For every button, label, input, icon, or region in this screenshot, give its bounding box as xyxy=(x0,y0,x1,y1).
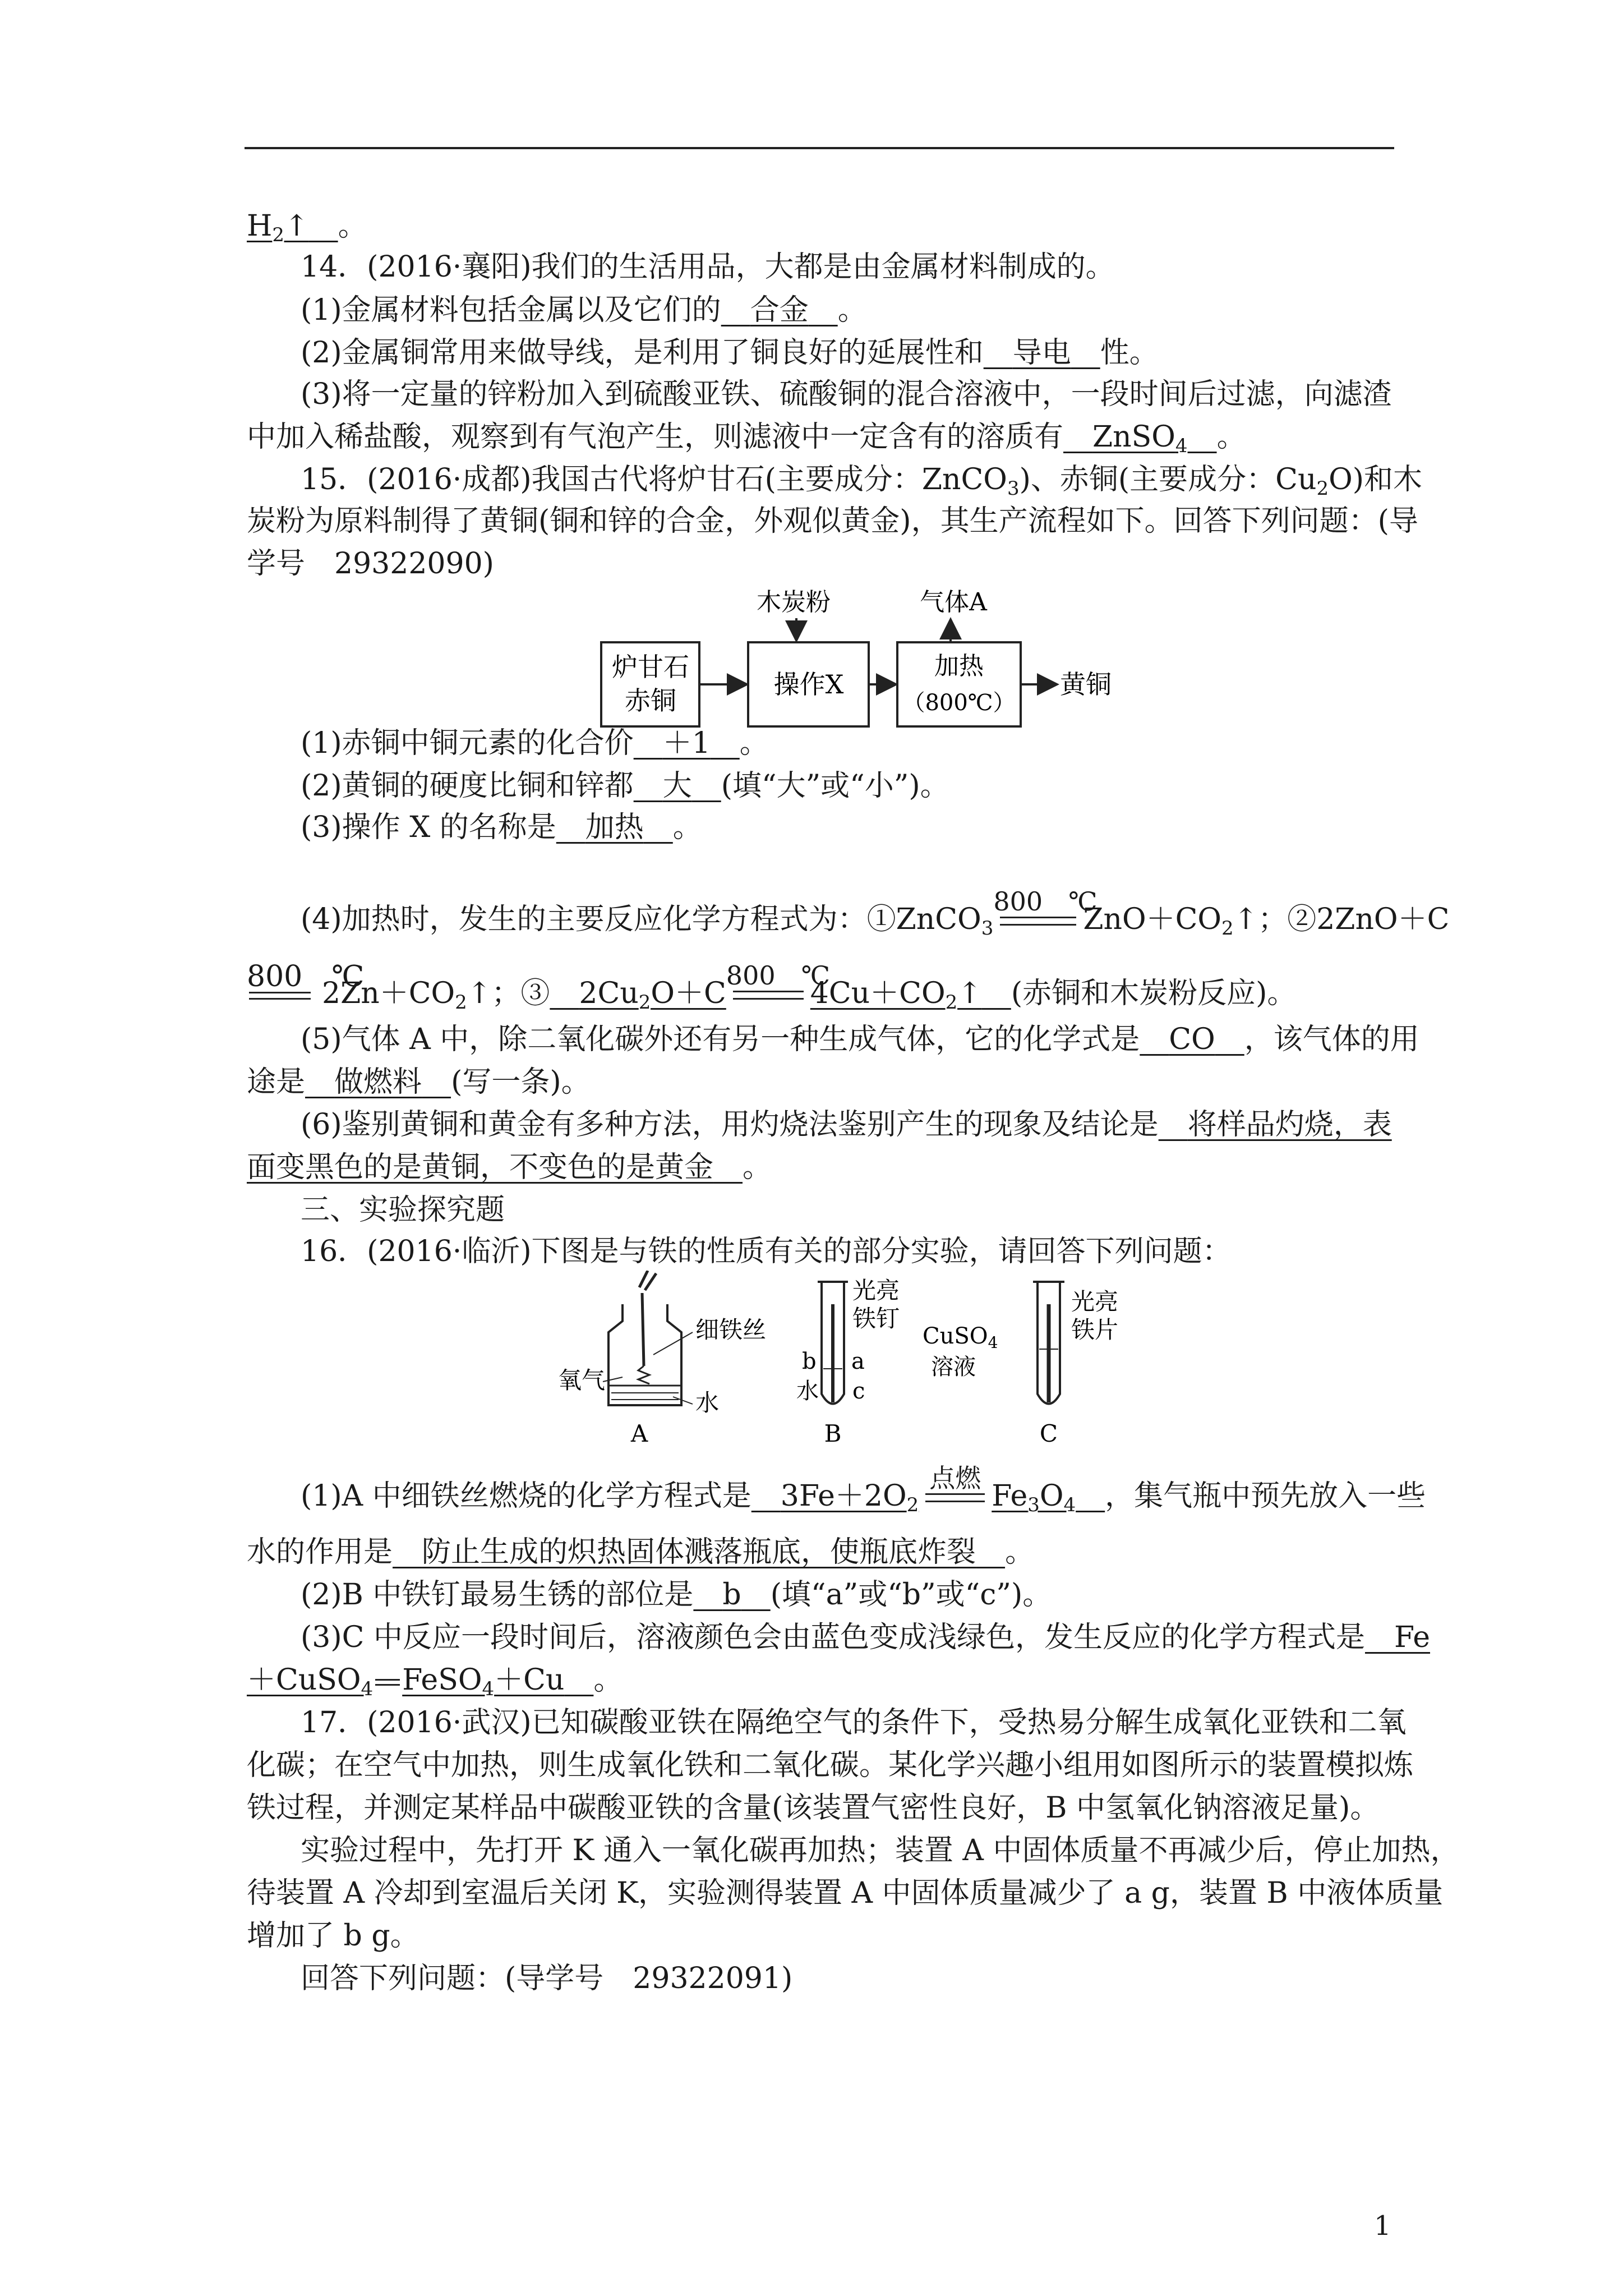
q14-part3-line1: (3)将一定量的锌粉加入到硫酸亚铁、硫酸铜的混合溶液中，一段时间后过滤，向滤渣 xyxy=(301,378,1392,411)
q14-part2: (2)金属铜常用来做导线，是利用了铜良好的延展性和 导电 性。 xyxy=(301,336,1159,370)
q15-part4-line2: $2Zn+CO_2↑$；③ $2Cu_2O+C$ 800 ℃ $4Cu+CO_2↑$ (赤铜和木炭粉反应)。 xyxy=(247,974,1296,1013)
q15-part6-line1: (6)鉴别黄铜和黄金有多种方法，用灼烧法鉴别产生的现象及结论是 将样品灼烧，表 xyxy=(301,1108,1392,1142)
flow-input-label: 木炭粉 xyxy=(757,588,831,616)
reaction-condition-3: 800 ℃ xyxy=(726,991,810,1013)
flow-box-heating-l1: 加热 xyxy=(934,652,984,680)
apparatus-b-label-a: a xyxy=(851,1349,865,1374)
q15-line2: 炭粉为原料制得了黄铜(铜和锌的合金，外观似黄金)，其生产流程如下。回答下列问题：(导 xyxy=(247,504,1418,538)
apparatus-c-reagent-label: CuSO$_4$ xyxy=(923,1323,998,1352)
apparatus-a-water-label: 水 xyxy=(695,1389,720,1416)
q14-part1: (1)金属材料包括金属以及它们的 合金 。 xyxy=(301,293,867,327)
q17-line3: 铁过程，并测定某样品中碳酸亚铁的含量(该装置气密性良好，B 中氢氧化钠溶液足量)。 xyxy=(247,1791,1380,1825)
q17-line5: 待装置 A 冷却到室温后关闭 K，实验测得装置 A 中固体质量减少了 a g，装置 B 中液体质量 xyxy=(247,1876,1444,1910)
q15-part6-line2: 面变黑色的是黄铜，不变色的是黄金 。 xyxy=(247,1151,772,1184)
line-h2-answer: $H_2↑$ 。 xyxy=(247,209,367,246)
q15-line1: 15．(2016·成都)我国古代将炉甘石(主要成分：ZnCO$_3$)、赤铜(主要成分：$Cu_2O$)和木 xyxy=(301,463,1422,500)
flow-product: 黄铜 xyxy=(1060,669,1112,700)
apparatus-a-caption: A xyxy=(630,1420,648,1447)
header-rule xyxy=(245,147,1394,149)
flow-box-raw-l1: 炉甘石 xyxy=(612,652,689,682)
q16-title: 16．(2016·临沂)下图是与铁的性质有关的部分实验，请回答下列问题： xyxy=(301,1235,1232,1268)
q16-part1-line1: (1)A 中细铁丝燃烧的化学方程式是 $3Fe+2O_2$ 点燃 $Fe_3O_4$ ，集气瓶中预先放入一些 xyxy=(301,1463,1426,1516)
apparatus-a-oxygen-label: 氧气 xyxy=(558,1366,606,1394)
flow-output-gas: 气体A xyxy=(920,588,987,616)
q15-part3: (3)操作 X 的名称是 加热 。 xyxy=(301,811,702,844)
apparatus-diagram xyxy=(555,1271,1161,1456)
apparatus-c-label-top1: 光亮 xyxy=(1071,1288,1119,1315)
reaction-condition-1: 800 ℃ xyxy=(993,917,1083,939)
apparatus-b-label-c: c xyxy=(852,1378,865,1404)
apparatus-a xyxy=(558,1271,766,1447)
apparatus-b xyxy=(796,1277,900,1447)
q17-line7: 回答下列问题：(导学号 29322091) xyxy=(301,1962,793,1995)
flow-box-operation-label: 操作X xyxy=(773,669,844,700)
q17-line4: 实验过程中，先打开 K 通入一氧化碳再加热；装置 A 中固体质量不再减少后，停止加热， xyxy=(301,1834,1460,1867)
apparatus-b-label-b: b xyxy=(802,1349,817,1374)
apparatus-a-wire-label: 细铁丝 xyxy=(695,1316,767,1343)
q15-part5-line1: (5)气体 A 中，除二氧化碳外还有另一种生成气体，它的化学式是 CO ，该气体的用 xyxy=(301,1023,1419,1056)
q14-title: 14．(2016·襄阳)我们的生活用品，大都是由金属材料制成的。 xyxy=(301,250,1115,284)
q15-part4-cond2: 800 ℃ xyxy=(247,960,365,993)
q16-part3-line2: ＋CuSO$_4$ FeSO$_4$＋Cu 。 xyxy=(247,1663,623,1700)
q16-part1-line2: 水的作用是 防止生成的炽热固体溅落瓶底，使瓶底炸裂 。 xyxy=(247,1535,1035,1569)
apparatus-c-solution-label: 溶液 xyxy=(931,1354,976,1380)
q15-part1: (1)赤铜中铜元素的化合价 ＋1 。 xyxy=(301,726,769,760)
apparatus-b-caption: B xyxy=(824,1420,842,1447)
apparatus-b-label-top1: 光亮 xyxy=(852,1277,900,1304)
q15-part2: (2)黄铜的硬度比铜和锌都 大 (填“大”或“小”)。 xyxy=(301,769,949,803)
apparatus-b-label-top2: 铁钉 xyxy=(852,1305,900,1332)
apparatus-c-label-top2: 铁片 xyxy=(1071,1316,1119,1343)
q17-line1: 17．(2016·武汉)已知碳酸亚铁在隔绝空气的条件下，受热易分解生成氧化亚铁和二氧 xyxy=(301,1706,1407,1740)
q16-part2: (2)B 中铁钉最易生锈的部位是 b (填“a”或“b”或“c”)。 xyxy=(301,1578,1052,1612)
q16-part3-line1: (3)C 中反应一段时间后，溶液颜色会由蓝色变成浅绿色，发生反应的化学方程式是 Fe xyxy=(301,1621,1431,1654)
apparatus-c xyxy=(923,1282,1118,1447)
q14-part3-line2: 中加入稀盐酸，观察到有气泡产生，则滤液中一定含有的溶质有 ZnSO$_4$ 。 xyxy=(247,420,1246,457)
q17-line2: 化碳；在空气中加热，则生成氧化铁和二氧化碳。某化学兴趣小组用如图所示的装置模拟炼 xyxy=(247,1749,1414,1782)
flow-diagram xyxy=(589,583,1138,735)
apparatus-c-caption: C xyxy=(1039,1420,1058,1447)
q15-line3: 学号 29322090) xyxy=(247,547,494,581)
flow-box-heating-l2: （800℃） xyxy=(902,690,1016,716)
reaction-condition-ignite: 点燃 xyxy=(919,1493,992,1516)
apparatus-b-label-water: 水 xyxy=(796,1378,819,1404)
q17-line6: 增加了 b g。 xyxy=(247,1919,419,1953)
page-number: 1 xyxy=(1374,2210,1391,2242)
section-3-heading: 三、实验探究题 xyxy=(301,1193,505,1227)
q15-part4-line1: (4)加热时，发生的主要反应化学方程式为：①ZnCO$_3$ 800 ℃ $ZnO+CO_2↑$；②2ZnO＋C xyxy=(301,886,1450,940)
flow-box-raw-l2: 赤铜 xyxy=(625,685,676,716)
q15-part5-line2: 途是 做燃料 (写一条)。 xyxy=(247,1065,591,1099)
